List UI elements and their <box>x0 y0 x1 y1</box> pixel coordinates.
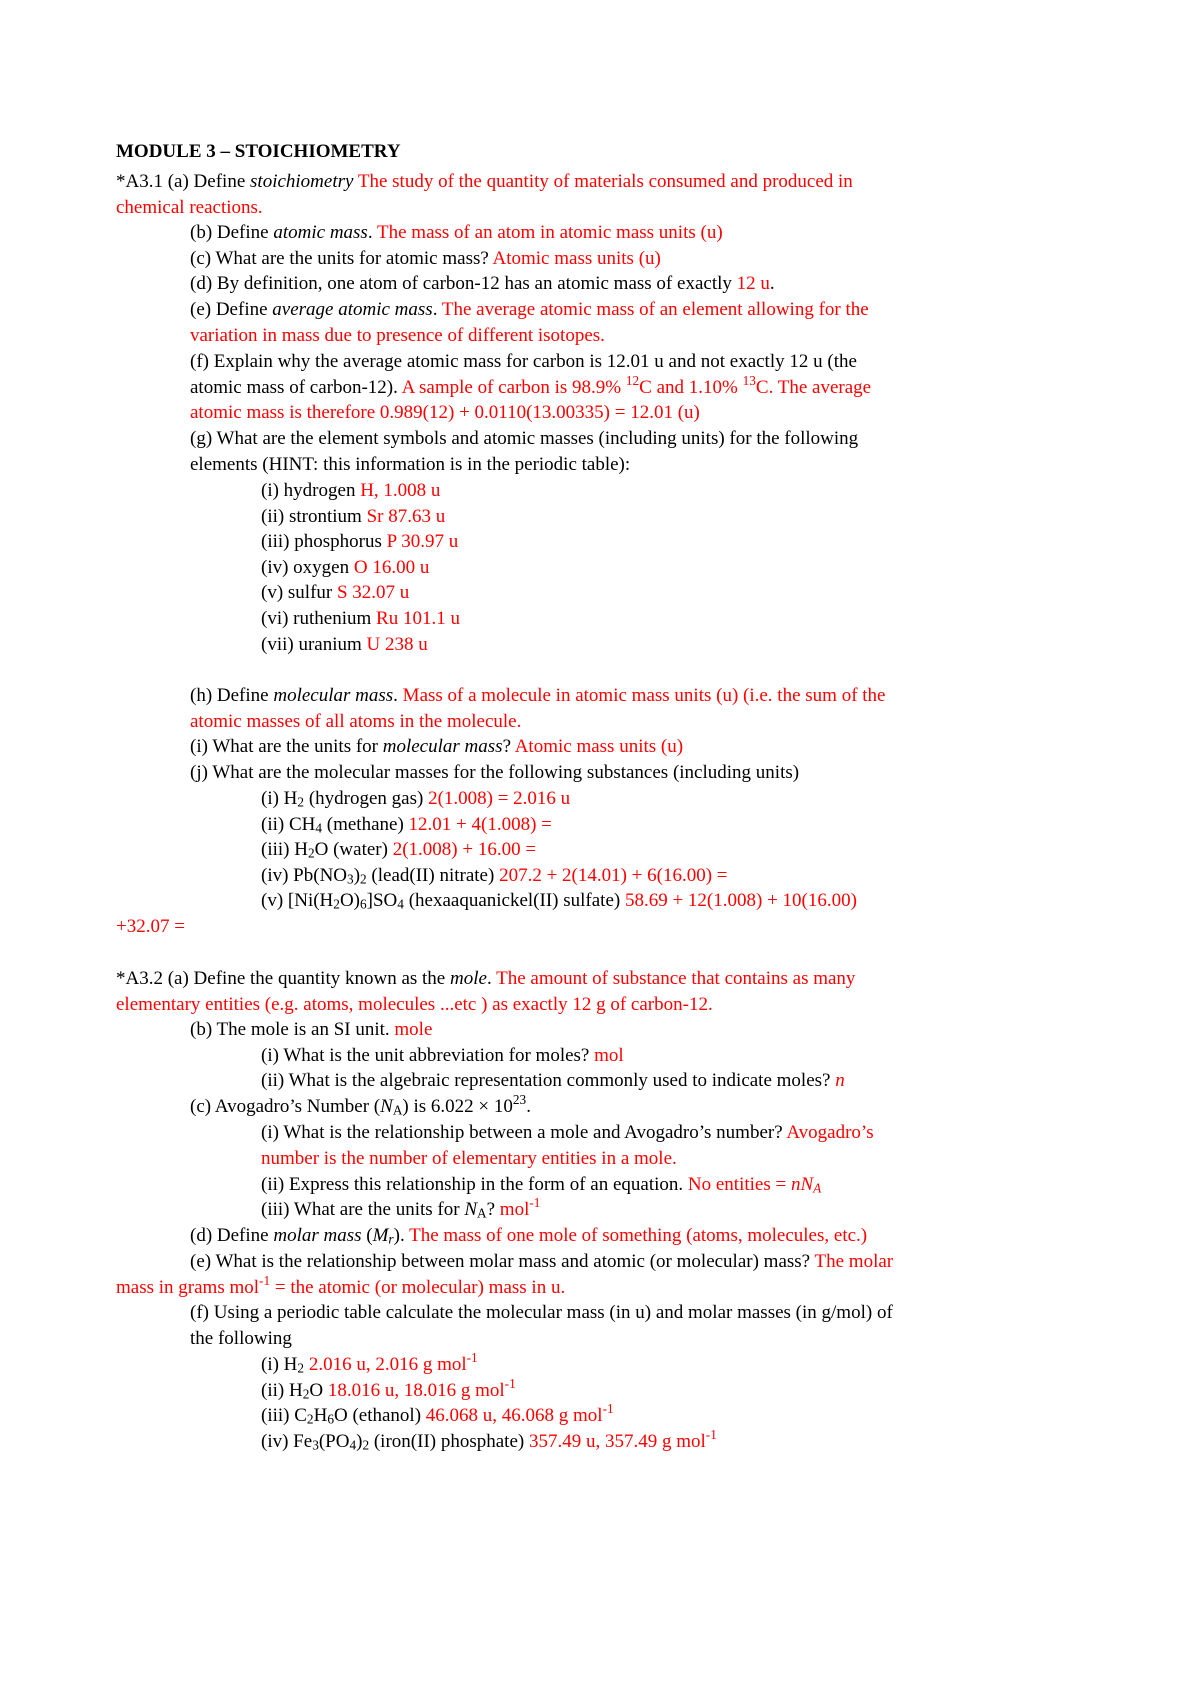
answer-part: = the atomic (or molecular) mass in u. <box>270 1277 566 1298</box>
answer-text: The molar <box>814 1251 894 1272</box>
a32-b1-line <box>261 1042 624 1069</box>
subscript: 3 <box>347 871 354 887</box>
answer-text: atomic masses of all atoms in the molecule. <box>190 711 522 732</box>
punct: . <box>393 685 403 706</box>
superscript: -1 <box>602 1401 614 1417</box>
punct: ( <box>361 1225 373 1246</box>
answer-text: O 16.00 u <box>353 557 430 578</box>
answer-text: 12 u <box>736 273 770 294</box>
answer-text: 207.2 + 2(14.01) + 6(16.00) = <box>499 865 728 886</box>
question-text: (h) Define <box>190 685 274 706</box>
answer-text: U 238 u <box>366 634 428 655</box>
question-text: atomic mass of carbon-12). <box>190 377 402 398</box>
question-text: (b) The mole is an SI unit. <box>190 1019 395 1040</box>
formula-part: (v) [Ni(H <box>261 890 334 911</box>
page-title: MODULE 3 – STOICHIOMETRY <box>116 141 401 162</box>
formula-part: (iv) Pb(NO <box>261 865 348 886</box>
question-text: *A3.1 (a) Define <box>116 171 251 192</box>
punct: ? <box>486 1199 500 1220</box>
formula-part: H <box>313 1405 328 1426</box>
term: molar mass <box>273 1225 362 1246</box>
answer-text: 2(1.008) = 2.016 u <box>428 788 571 809</box>
punct: . <box>526 1096 531 1117</box>
superscript: -1 <box>529 1195 541 1211</box>
element-item <box>261 605 460 632</box>
question-text: (ii) What is the algebraic representation commonly used to indicate moles? <box>261 1070 836 1091</box>
punct: . <box>769 273 775 294</box>
question-text: (c) Avogadro’s Number ( <box>190 1096 381 1117</box>
molecule-item <box>261 862 728 889</box>
formula-part: (iv) Fe <box>261 1431 313 1452</box>
a32-c1-line <box>261 1119 874 1146</box>
formula-part: ]SO <box>366 890 398 911</box>
element-item <box>261 631 428 658</box>
answer-part: 18.016 u, 18.016 g mol <box>323 1380 505 1401</box>
a32-e-line <box>190 1248 893 1275</box>
subscript: 4 <box>315 820 323 836</box>
question-text: (methane) <box>322 814 409 835</box>
symbol: nN <box>790 1174 814 1195</box>
answer-text: The mass of one mole of something (atoms, molecules, etc.) <box>409 1225 868 1246</box>
answer-text: Ru 101.1 u <box>376 608 460 629</box>
molar-item <box>261 1402 614 1429</box>
answer-text: +32.07 = <box>116 916 185 937</box>
question-text: the following <box>190 1328 292 1349</box>
answer-text <box>116 1274 565 1301</box>
formula-part: (iii) C <box>261 1405 307 1426</box>
formula-part: (i) H <box>261 1354 298 1375</box>
subscript: A <box>477 1205 487 1221</box>
punct: . <box>399 1225 410 1246</box>
question-text: (i) What are the units for <box>190 736 383 757</box>
subscript: 2 <box>307 845 315 861</box>
answer-text: 12.01 + 4(1.008) = <box>408 814 552 835</box>
formula-part: (iii) H <box>261 839 308 860</box>
question-text: (vii) uranium <box>261 634 367 655</box>
formula-part: (ii) CH <box>261 814 316 835</box>
question-text: (hexaaquanickel(II) sulfate) <box>403 890 625 911</box>
question-text: (ii) strontium <box>261 506 367 527</box>
punct: . <box>432 299 442 320</box>
formula-part: (PO <box>318 1431 350 1452</box>
question-text: (hydrogen gas) <box>304 788 429 809</box>
molar-item <box>261 1428 717 1455</box>
subscript: 2 <box>362 1437 370 1453</box>
term: stoichiometry <box>250 171 354 192</box>
question-text: (f) Explain why the average atomic mass for carbon is 12.01 u and not exactly 12 u (the <box>190 351 857 372</box>
punct: ) <box>393 1225 400 1246</box>
subscript: 2 <box>302 1386 310 1402</box>
answer-text: Avogadro’s <box>786 1122 874 1143</box>
molar-item <box>261 1351 478 1378</box>
a31-h-line <box>190 682 885 709</box>
answer-text: The amount of substance that contains as many <box>496 968 856 989</box>
subscript: 2 <box>360 871 367 887</box>
question-text: (iii) phosphorus <box>261 531 387 552</box>
question-text: (d) Define <box>190 1225 274 1246</box>
question-text: (i) What is the unit abbreviation for moles? <box>261 1045 595 1066</box>
a32-c3-line <box>261 1196 540 1223</box>
answer-text <box>524 1427 717 1452</box>
punct: . <box>486 968 497 989</box>
a31-e-line <box>190 296 869 323</box>
question-text: (f) Using a periodic table calculate the molecular mass (in u) and molar masses (in g/mol) of <box>190 1302 893 1323</box>
answer-text: atomic mass is therefore 0.989(12) + 0.0110(13.00335) = 12.01 (u) <box>190 402 700 423</box>
symbol: N <box>380 1096 393 1117</box>
element-item <box>261 579 409 606</box>
answer-part: 357.49 u, 357.49 g mol <box>524 1431 706 1452</box>
molar-item <box>261 1377 516 1404</box>
molecule-item <box>261 811 552 838</box>
element-item <box>261 477 440 504</box>
a32-a-line <box>116 965 855 992</box>
answer-part: 2.016 u, 2.016 g mol <box>304 1354 467 1375</box>
molecule-item <box>261 836 536 863</box>
question-text: (lead(II) nitrate) <box>366 865 500 886</box>
superscript: -1 <box>466 1350 478 1366</box>
formula-part: (iron(II) phosphate) <box>369 1431 525 1452</box>
answer-text: mole <box>394 1019 433 1040</box>
formula-part: (i) H <box>261 788 298 809</box>
a31-d-line <box>190 270 775 297</box>
a31-f-line <box>190 374 871 401</box>
element-item <box>261 528 458 555</box>
answer-text <box>401 373 872 398</box>
answer-text: The average atomic mass of an element allowing for the <box>441 299 869 320</box>
subscript: 6 <box>327 1411 334 1427</box>
question-text: ) is 6.022 × 10 <box>402 1096 513 1117</box>
answer-text: Atomic mass units (u) <box>492 248 661 269</box>
punct: . <box>367 222 378 243</box>
answer-text: H, 1.008 u <box>360 480 441 501</box>
answer-text <box>499 1195 541 1220</box>
subscript: 4 <box>349 1437 357 1453</box>
answer-text <box>304 1350 478 1375</box>
punct: ? <box>502 736 515 757</box>
question-text: (c) What are the units for atomic mass? <box>190 248 493 269</box>
element-item <box>261 554 429 581</box>
subscript: A <box>392 1102 403 1118</box>
answer-text: chemical reactions. <box>116 197 263 218</box>
question-text: (iii) What are the units for <box>261 1199 465 1220</box>
a32-d-line <box>190 1222 867 1249</box>
a31-c-line <box>190 245 661 272</box>
question-text: (ii) Express this relationship in the form of an equation. <box>261 1174 688 1195</box>
answer-text: variation in mass due to presence of different isotopes. <box>190 325 605 346</box>
subscript: 2 <box>333 896 340 912</box>
a32-c-line <box>190 1093 531 1120</box>
subscript: A <box>813 1180 822 1196</box>
molecule-item <box>261 887 857 914</box>
element-item <box>261 503 445 530</box>
term: molecular mass <box>382 736 503 757</box>
question-text: (vi) ruthenium <box>261 608 377 629</box>
answer-part: No entities = <box>687 1174 791 1195</box>
formula-part: ) <box>353 865 361 886</box>
question-text: (g) What are the element symbols and atomic masses (including units) for the following <box>190 428 859 449</box>
answer-part: C and 1.10% <box>639 377 743 398</box>
superscript: -1 <box>504 1376 516 1392</box>
term: average atomic mass <box>272 299 433 320</box>
molecule-item <box>261 785 570 812</box>
answer-part: 46.068 u, 46.068 g mol <box>421 1405 603 1426</box>
term: molecular mass <box>273 685 394 706</box>
term: mole <box>450 968 487 989</box>
answer-text <box>688 1174 821 1195</box>
subscript: 2 <box>306 1411 314 1427</box>
formula-part: (ii) H <box>261 1380 303 1401</box>
question-text: O (water) <box>314 839 393 860</box>
a31-i-line <box>190 733 683 760</box>
term: atomic mass <box>273 222 368 243</box>
question-text: (iv) oxygen <box>261 557 354 578</box>
formula-part: ) <box>356 1431 363 1452</box>
a31-b-line <box>190 219 723 246</box>
subscript: 2 <box>297 794 305 810</box>
question-text: (b) Define <box>190 222 274 243</box>
formula-part: O) <box>339 890 360 911</box>
answer-text: 2(1.008) + 16.00 = <box>392 839 537 860</box>
answer-text <box>421 1401 614 1426</box>
a32-b-line <box>190 1016 432 1043</box>
a31-a-line <box>116 168 853 195</box>
answer-part: C. The average <box>755 377 872 398</box>
question-text: (e) What is the relationship between molar mass and atomic (or molecular) mass? <box>190 1251 815 1272</box>
symbol: N <box>464 1199 477 1220</box>
question-text: (e) Define <box>190 299 273 320</box>
superscript: -1 <box>705 1427 717 1443</box>
question-text: (i) hydrogen <box>261 480 361 501</box>
answer-text: Mass of a molecule in atomic mass units (u) (i.e. the sum of the <box>402 685 886 706</box>
answer-text: Atomic mass units (u) <box>514 736 684 757</box>
a32-c2-line <box>261 1171 821 1198</box>
superscript: 12 <box>625 373 640 389</box>
answer-text: n <box>835 1070 845 1091</box>
question-text: (v) sulfur <box>261 582 337 603</box>
question-text: *A3.2 (a) Define the quantity known as the <box>116 968 450 989</box>
answer-part: mass in grams mol <box>116 1277 260 1298</box>
answer-text: S 32.07 u <box>336 582 410 603</box>
answer-text: number is the number of elementary entities in a mole. <box>261 1148 677 1169</box>
subscript: 2 <box>297 1360 305 1376</box>
subscript: r <box>388 1231 394 1247</box>
formula-part: O <box>309 1380 324 1401</box>
subscript: 3 <box>312 1437 319 1453</box>
answer-text: The study of the quantity of materials consumed and produced in <box>353 171 853 192</box>
answer-text: 58.69 + 12(1.008) + 10(16.00) <box>624 890 857 911</box>
symbol: M <box>372 1225 389 1246</box>
answer-text: Sr 87.63 u <box>366 506 446 527</box>
answer-text <box>323 1376 516 1401</box>
superscript: 13 <box>742 373 756 389</box>
question-text: (d) By definition, one atom of carbon-12 has an atomic mass of exactly <box>190 273 737 294</box>
answer-text: mol <box>594 1045 624 1066</box>
question-text: (i) What is the relationship between a mole and Avogadro’s number? <box>261 1122 787 1143</box>
subscript: 6 <box>360 896 367 912</box>
answer-part: A sample of carbon is 98.9% <box>401 377 626 398</box>
superscript: 23 <box>512 1092 527 1108</box>
answer-text: The mass of an atom in atomic mass units (u) <box>377 222 723 243</box>
a32-b2-line <box>261 1067 845 1094</box>
superscript: -1 <box>259 1273 271 1289</box>
answer-part: mol <box>499 1199 530 1220</box>
subscript: 4 <box>397 896 404 912</box>
answer-text: P 30.97 u <box>386 531 459 552</box>
question-text: elements (HINT: this information is in the periodic table): <box>190 454 631 475</box>
answer-text: elementary entities (e.g. atoms, molecules ...etc ) as exactly 12 g of carbon-12. <box>116 994 713 1015</box>
question-text: (j) What are the molecular masses for the following substances (including units) <box>190 762 800 783</box>
formula-part: O (ethanol) <box>333 1405 422 1426</box>
